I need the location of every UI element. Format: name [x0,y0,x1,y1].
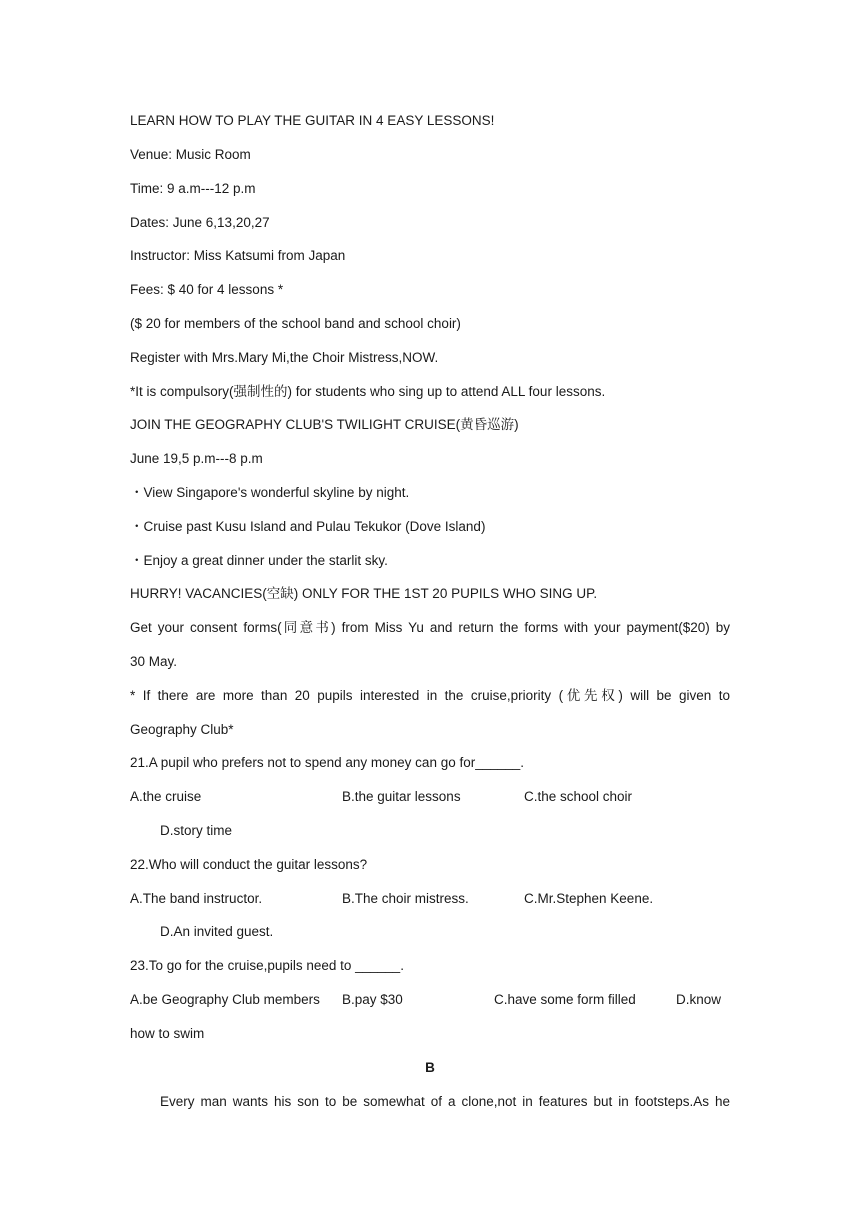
guitar-fees: Fees: $ 40 for 4 lessons * [130,282,284,297]
question-22-option-d: D.An invited guest. [160,924,274,939]
guitar-time: Time: 9 a.m---12 p.m [130,181,256,196]
question-23-option-a: A.be Geography Club members [130,992,320,1007]
cruise-bullet: ・Enjoy a great dinner under the starlit sky. [130,553,388,568]
cruise-bullet: ・Cruise past Kusu Island and Pulau Tekukor (Dove Island) [130,519,486,534]
section-b-paragraph: Every man wants his son to be somewhat of a clone,not in features but in footsteps.As he [160,1094,730,1109]
cruise-bullet: ・View Singapore's wonderful skyline by night. [130,485,410,500]
question-21-stem: 21.A pupil who prefers not to spend any money can go for______. [130,755,525,770]
cruise-vacancies: HURRY! VACANCIES(空缺) ONLY FOR THE 1ST 20 PUPILS WHO SING UP. [130,586,598,601]
guitar-notice-title: LEARN HOW TO PLAY THE GUITAR IN 4 EASY LESSONS! [130,113,495,128]
section-b-heading: B [425,1060,435,1075]
guitar-fees-members: ($ 20 for members of the school band and school choir) [130,316,461,331]
question-21-option-d: D.story time [160,823,233,838]
cruise-notice-title: JOIN THE GEOGRAPHY CLUB'S TWILIGHT CRUISE(黄昏巡游) [130,417,519,432]
question-21-option-b: B.the guitar lessons [342,789,461,804]
question-21-option-c: C.the school choir [524,789,633,804]
guitar-compulsory-note: *It is compulsory(强制性的) for students who sing up to attend ALL four lessons. [130,384,606,399]
question-23-stem: 23.To go for the cruise,pupils need to ______. [130,958,404,973]
question-21-option-a: A.the cruise [130,789,202,804]
question-23-option-b: B.pay $30 [342,992,403,1007]
guitar-register: Register with Mrs.Mary Mi,the Choir Mistress,NOW. [130,350,439,365]
question-23-option-d: D.know [676,992,722,1007]
question-22-option-a: A.The band instructor. [130,891,263,906]
cruise-consent-forms: Get your consent forms(同意书) from Miss Yu and return the forms with your payment($20) by [130,620,730,635]
cruise-priority-note: * If there are more than 20 pupils interested in the cruise,priority (优先权) will be given to [130,688,730,703]
question-23-option-d-continued: how to swim [130,1026,205,1041]
question-22-option-c: C.Mr.Stephen Keene. [524,891,654,906]
cruise-priority-note-end: Geography Club* [130,722,234,737]
guitar-venue: Venue: Music Room [130,147,251,162]
question-22-option-b: B.The choir mistress. [342,891,469,906]
question-23-option-c: C.have some form filled [494,992,636,1007]
cruise-consent-deadline: 30 May. [130,654,178,669]
guitar-instructor: Instructor: Miss Katsumi from Japan [130,248,346,263]
guitar-dates: Dates: June 6,13,20,27 [130,215,270,230]
question-22-stem: 22.Who will conduct the guitar lessons? [130,857,368,872]
cruise-date-time: June 19,5 p.m---8 p.m [130,451,263,466]
